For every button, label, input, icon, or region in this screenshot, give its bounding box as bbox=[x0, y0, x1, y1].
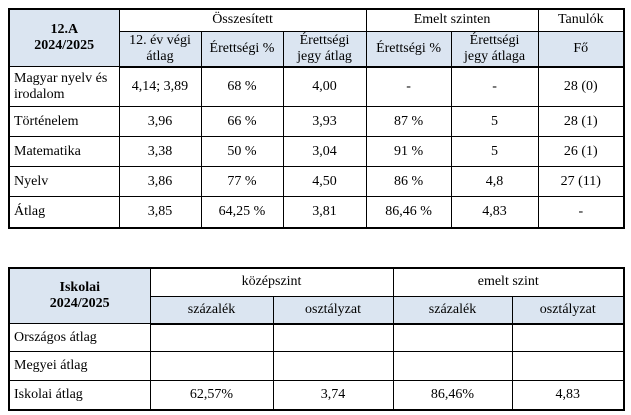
col-header-erettsegi-pct: Érettségi % bbox=[201, 31, 283, 67]
data-cell: 28 (0) bbox=[538, 67, 624, 107]
data-cell: 4,8 bbox=[451, 167, 538, 197]
data-cell: 66 % bbox=[201, 107, 283, 137]
group-header-osszesitett: Összesített bbox=[119, 9, 366, 31]
data-cell: 3,38 bbox=[119, 137, 201, 167]
data-cell bbox=[393, 352, 512, 381]
data-cell: 5 bbox=[451, 107, 538, 137]
data-cell bbox=[512, 324, 624, 352]
table-row bbox=[9, 137, 624, 167]
data-cell bbox=[512, 352, 624, 381]
data-cell: 4,83 bbox=[451, 197, 538, 228]
row-label-megyei-atlag: Megyei átlag bbox=[9, 352, 150, 381]
col-header-emelt-erettsegi-pct: Érettségi % bbox=[366, 31, 451, 67]
table-row bbox=[9, 197, 624, 228]
data-cell: 3,85 bbox=[119, 197, 201, 228]
data-cell: - bbox=[366, 67, 451, 107]
row-label-magyar: Magyar nyelv és irodalom bbox=[9, 67, 119, 107]
corner-line2: 2024/2025 bbox=[34, 38, 95, 54]
table-row bbox=[9, 107, 624, 137]
data-cell: - bbox=[451, 67, 538, 107]
data-cell: 77 % bbox=[201, 167, 283, 197]
data-cell: 68 % bbox=[201, 67, 283, 107]
col-header-kozep-osztalyzat: osztályzat bbox=[273, 297, 393, 324]
data-cell bbox=[150, 352, 273, 381]
group-header-row bbox=[9, 268, 624, 297]
row-label-matematika: Matematika bbox=[9, 137, 119, 167]
data-cell: 86 % bbox=[366, 167, 451, 197]
group-header-tanulok: Tanulók bbox=[538, 9, 624, 31]
table-row bbox=[9, 67, 624, 107]
group-header-emelt-szinten: Emelt szinten bbox=[366, 9, 538, 31]
class-results-table bbox=[8, 8, 625, 229]
col-header-ev-vegi-atlag: 12. év végi átlag bbox=[119, 31, 201, 67]
data-cell: 5 bbox=[451, 137, 538, 167]
col-header-erettsegi-jegy-atlag: Érettségi jegy átlag bbox=[283, 31, 366, 67]
group-header-row bbox=[9, 9, 624, 31]
col-header-emelt-szazalek: százalék bbox=[393, 297, 512, 324]
corner-line1: 12.A bbox=[50, 22, 79, 37]
data-cell: 27 (11) bbox=[538, 167, 624, 197]
data-cell: 86,46% bbox=[393, 381, 512, 410]
data-cell: 91 % bbox=[366, 137, 451, 167]
group-header-kozepszint: középszint bbox=[150, 268, 393, 297]
row-label-iskolai-atlag: Iskolai átlag bbox=[9, 381, 150, 410]
col-header-fo: Fő bbox=[538, 31, 624, 67]
school-results-table bbox=[8, 267, 625, 411]
col-header-kozep-szazalek: százalék bbox=[150, 297, 273, 324]
data-cell: 86,46 % bbox=[366, 197, 451, 228]
data-cell: 3,74 bbox=[273, 381, 393, 410]
corner-line2: 2024/2025 bbox=[49, 295, 110, 311]
row-label-nyelv: Nyelv bbox=[9, 167, 119, 197]
data-cell bbox=[150, 324, 273, 352]
row-label-atlag: Átlag bbox=[9, 197, 119, 228]
data-cell: 64,25 % bbox=[201, 197, 283, 228]
row-label-tortenelem: Történelem bbox=[9, 107, 119, 137]
data-cell: 3,04 bbox=[283, 137, 366, 167]
data-cell: 87 % bbox=[366, 107, 451, 137]
col-header-emelt-jegy-atlaga: Érettségi jegy átlaga bbox=[451, 31, 538, 67]
table-corner-school bbox=[9, 268, 150, 324]
table-corner-class bbox=[9, 9, 119, 67]
data-cell: 28 (1) bbox=[538, 107, 624, 137]
group-header-emelt-szint: emelt szint bbox=[393, 268, 624, 297]
data-cell: 3,86 bbox=[119, 167, 201, 197]
data-cell bbox=[273, 352, 393, 381]
row-label-orszagos-atlag: Országos átlag bbox=[9, 324, 150, 352]
data-cell: 3,93 bbox=[283, 107, 366, 137]
table-row bbox=[9, 352, 624, 381]
data-cell: 62,57% bbox=[150, 381, 273, 410]
data-cell bbox=[273, 324, 393, 352]
table-row bbox=[9, 381, 624, 410]
data-cell: 4,00 bbox=[283, 67, 366, 107]
data-cell bbox=[393, 324, 512, 352]
col-header-emelt-osztalyzat: osztályzat bbox=[512, 297, 624, 324]
data-cell: 3,96 bbox=[119, 107, 201, 137]
data-cell: - bbox=[538, 197, 624, 228]
table-row bbox=[9, 324, 624, 352]
data-cell: 26 (1) bbox=[538, 137, 624, 167]
corner-line1: Iskolai bbox=[59, 279, 100, 295]
data-cell: 4,50 bbox=[283, 167, 366, 197]
data-cell: 50 % bbox=[201, 137, 283, 167]
data-cell: 3,81 bbox=[283, 197, 366, 228]
data-cell: 4,83 bbox=[512, 381, 624, 410]
table-row bbox=[9, 167, 624, 197]
data-cell: 4,14; 3,89 bbox=[119, 67, 201, 107]
